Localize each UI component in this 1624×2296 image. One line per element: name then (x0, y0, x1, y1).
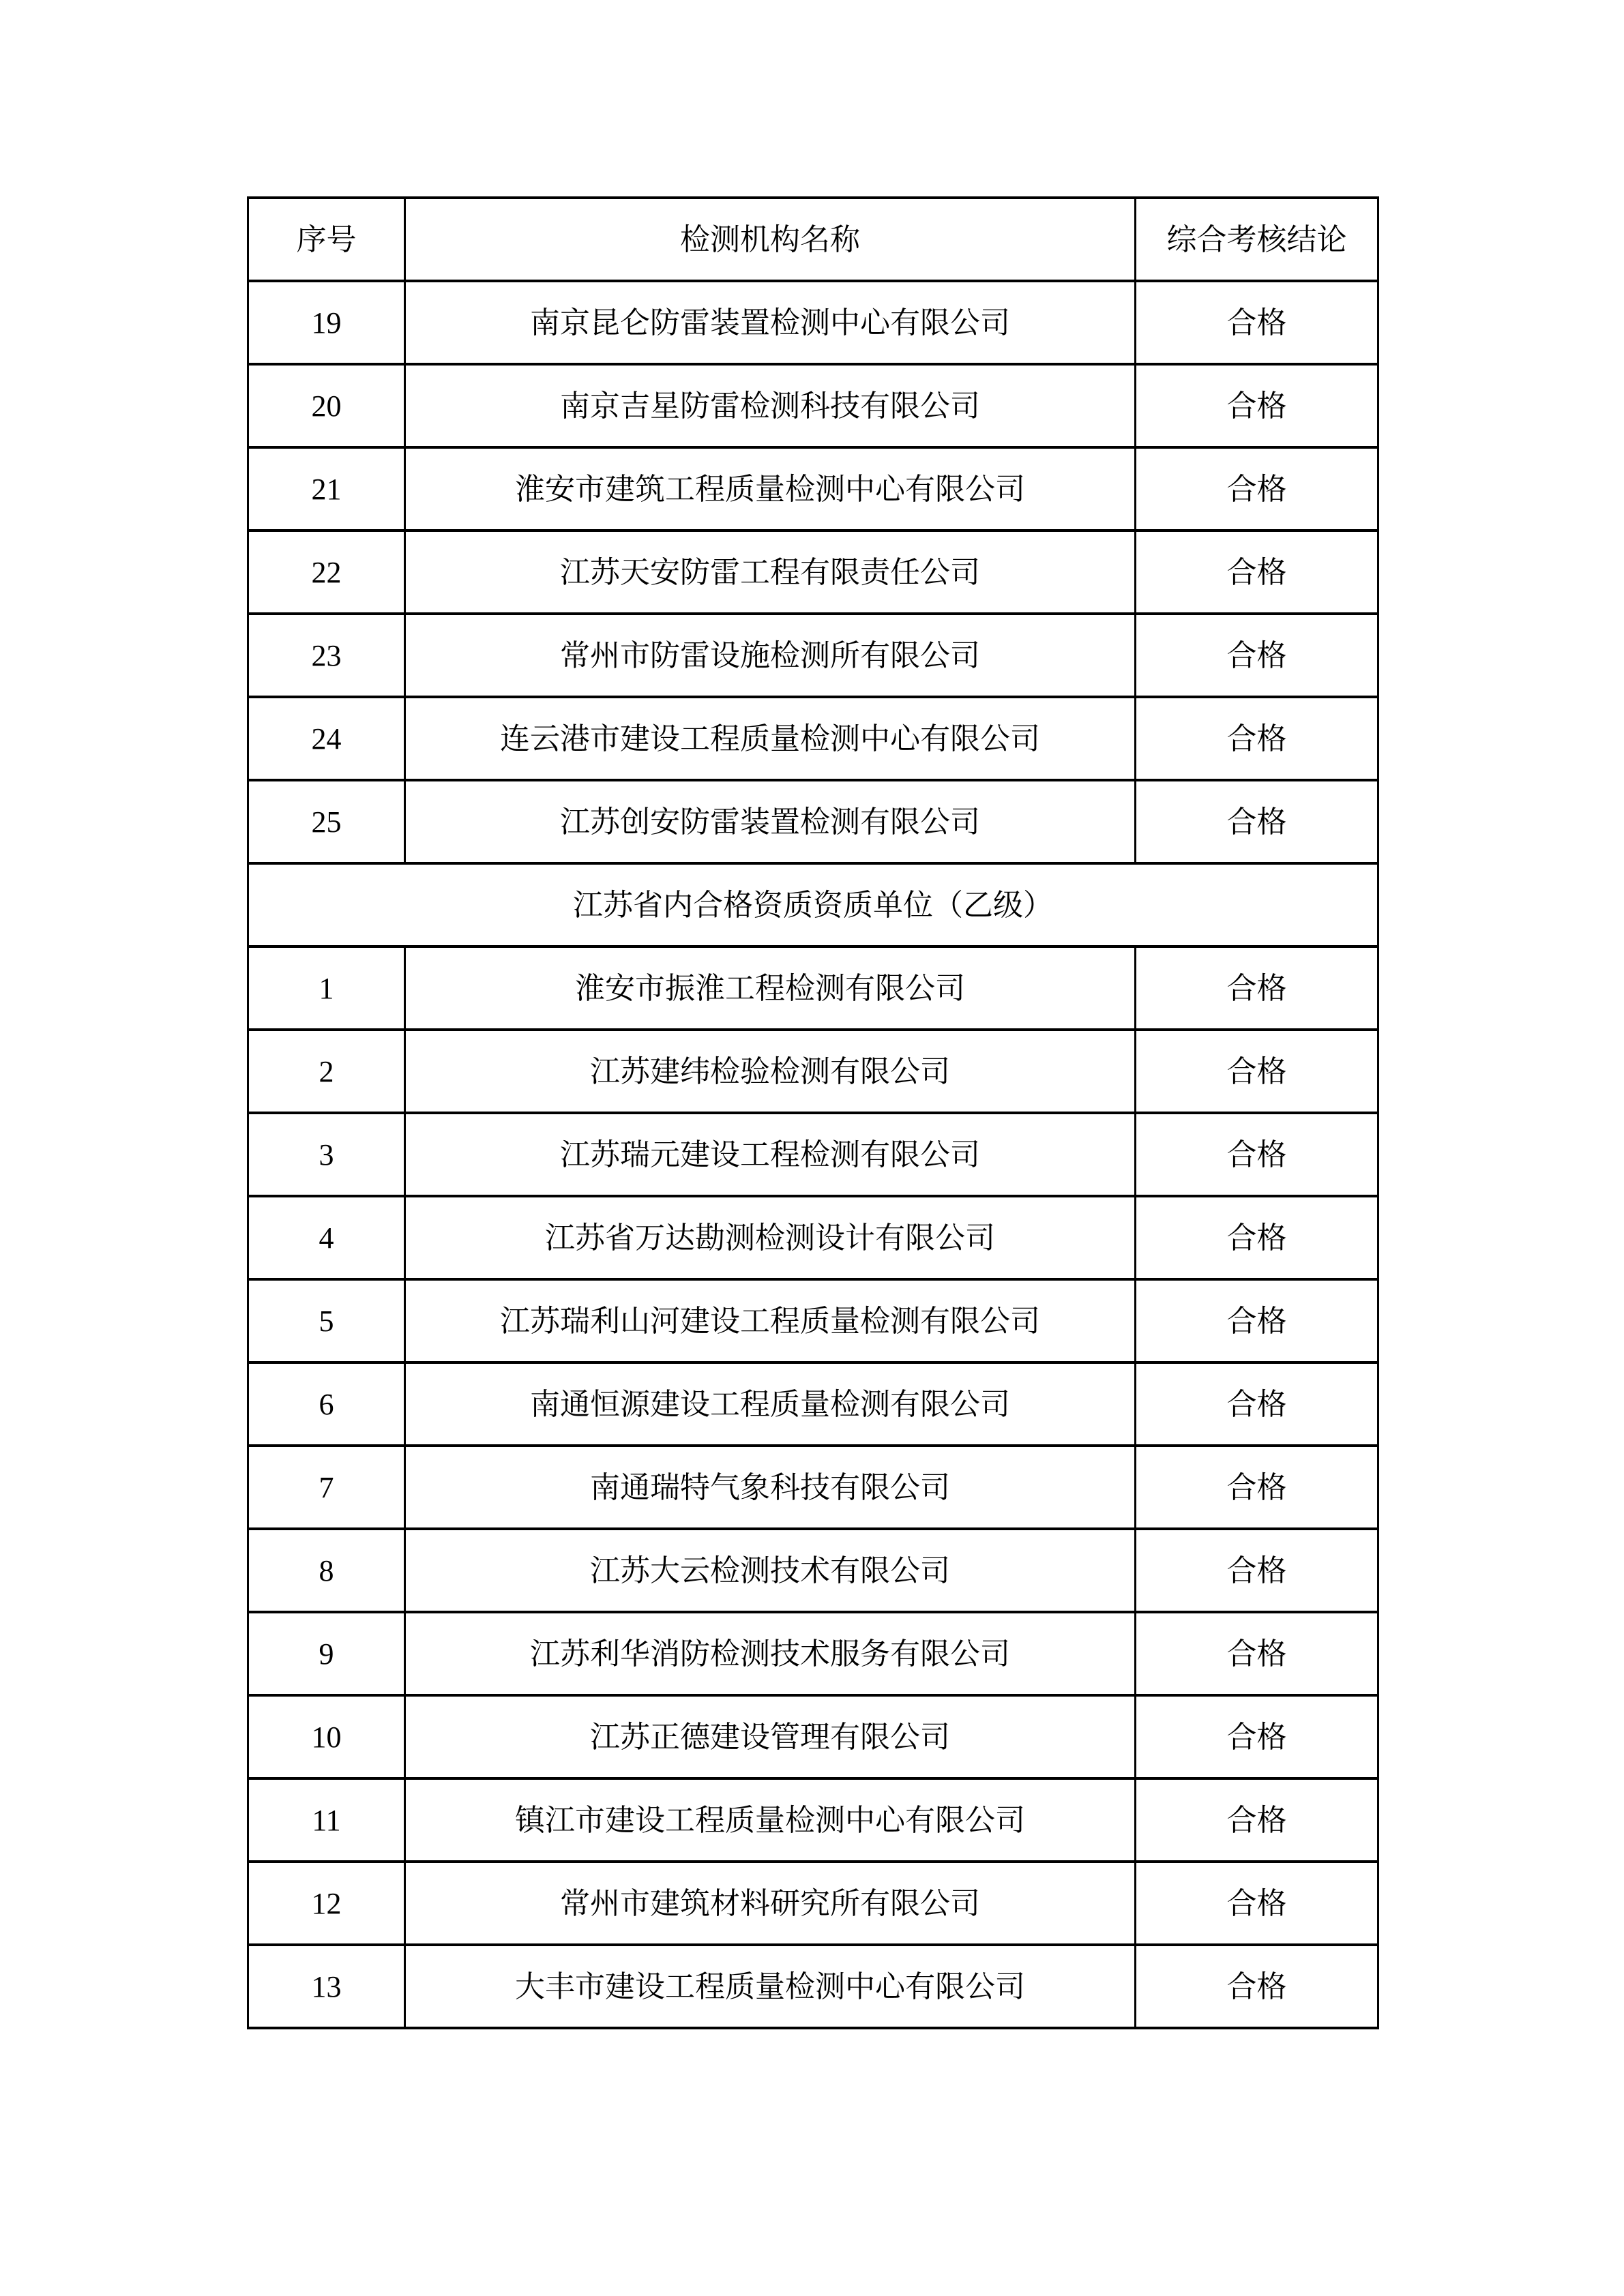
row-serial-number: 5 (248, 1279, 405, 1362)
row-serial-number: 9 (248, 1612, 405, 1695)
row-serial-number: 3 (248, 1113, 405, 1196)
table-row (248, 1279, 1378, 1362)
row-assessment-result: 合格 (1136, 447, 1378, 531)
table-row (248, 946, 1378, 1030)
row-assessment-result: 合格 (1136, 946, 1378, 1030)
row-assessment-result: 合格 (1136, 1113, 1378, 1196)
row-serial-number: 1 (248, 946, 405, 1030)
row-assessment-result: 合格 (1136, 1862, 1378, 1945)
row-assessment-result: 合格 (1136, 1695, 1378, 1778)
row-serial-number: 2 (248, 1030, 405, 1113)
row-serial-number: 8 (248, 1529, 405, 1612)
table-row (248, 1446, 1378, 1529)
row-org-name: 常州市建筑材料研究所有限公司 (405, 1862, 1136, 1945)
row-assessment-result: 合格 (1136, 364, 1378, 447)
row-assessment-result: 合格 (1136, 1362, 1378, 1446)
table-row (248, 1529, 1378, 1612)
row-assessment-result: 合格 (1136, 1446, 1378, 1529)
section-title: 江苏省内合格资质资质单位（乙级） (248, 863, 1378, 946)
row-assessment-result: 合格 (1136, 614, 1378, 697)
row-org-name: 江苏创安防雷装置检测有限公司 (405, 780, 1136, 863)
row-serial-number: 7 (248, 1446, 405, 1529)
row-serial-number: 11 (248, 1778, 405, 1862)
header-serial-number: 序号 (248, 198, 405, 281)
row-org-name: 南通恒源建设工程质量检测有限公司 (405, 1362, 1136, 1446)
row-org-name: 淮安市建筑工程质量检测中心有限公司 (405, 447, 1136, 531)
row-org-name: 南通瑞特气象科技有限公司 (405, 1446, 1136, 1529)
row-org-name: 南京吉星防雷检测科技有限公司 (405, 364, 1136, 447)
table-row (248, 364, 1378, 447)
row-org-name: 淮安市振淮工程检测有限公司 (405, 946, 1136, 1030)
row-serial-number: 22 (248, 531, 405, 614)
table-row (248, 1945, 1378, 2028)
assessment-table (247, 196, 1379, 2029)
row-serial-number: 13 (248, 1945, 405, 2028)
row-serial-number: 6 (248, 1362, 405, 1446)
row-org-name: 江苏瑞元建设工程检测有限公司 (405, 1113, 1136, 1196)
row-assessment-result: 合格 (1136, 1529, 1378, 1612)
row-assessment-result: 合格 (1136, 1279, 1378, 1362)
row-assessment-result: 合格 (1136, 531, 1378, 614)
table-row (248, 1612, 1378, 1695)
table-row (248, 1778, 1378, 1862)
row-assessment-result: 合格 (1136, 1778, 1378, 1862)
row-serial-number: 21 (248, 447, 405, 531)
row-org-name: 大丰市建设工程质量检测中心有限公司 (405, 1945, 1136, 2028)
table-row (248, 1196, 1378, 1279)
row-org-name: 江苏大云检测技术有限公司 (405, 1529, 1136, 1612)
row-assessment-result: 合格 (1136, 1030, 1378, 1113)
table-row (248, 1695, 1378, 1778)
table-row (248, 614, 1378, 697)
row-serial-number: 10 (248, 1695, 405, 1778)
row-serial-number: 4 (248, 1196, 405, 1279)
row-serial-number: 12 (248, 1862, 405, 1945)
row-org-name: 江苏省万达勘测检测设计有限公司 (405, 1196, 1136, 1279)
row-assessment-result: 合格 (1136, 1612, 1378, 1695)
row-org-name: 连云港市建设工程质量检测中心有限公司 (405, 697, 1136, 780)
row-serial-number: 19 (248, 281, 405, 364)
row-org-name: 江苏天安防雷工程有限责任公司 (405, 531, 1136, 614)
row-org-name: 江苏利华消防检测技术服务有限公司 (405, 1612, 1136, 1695)
table-row (248, 447, 1378, 531)
header-assessment-conclusion: 综合考核结论 (1136, 198, 1378, 281)
row-org-name: 南京昆仑防雷装置检测中心有限公司 (405, 281, 1136, 364)
table-row (248, 780, 1378, 863)
row-serial-number: 25 (248, 780, 405, 863)
table-row (248, 697, 1378, 780)
row-serial-number: 20 (248, 364, 405, 447)
table-row (248, 1113, 1378, 1196)
row-org-name: 江苏瑞利山河建设工程质量检测有限公司 (405, 1279, 1136, 1362)
row-assessment-result: 合格 (1136, 1196, 1378, 1279)
row-serial-number: 23 (248, 614, 405, 697)
section-header-row (248, 863, 1378, 946)
header-org-name: 检测机构名称 (405, 198, 1136, 281)
row-org-name: 江苏建纬检验检测有限公司 (405, 1030, 1136, 1113)
table-row (248, 531, 1378, 614)
row-org-name: 镇江市建设工程质量检测中心有限公司 (405, 1778, 1136, 1862)
row-assessment-result: 合格 (1136, 1945, 1378, 2028)
row-serial-number: 24 (248, 697, 405, 780)
row-assessment-result: 合格 (1136, 281, 1378, 364)
row-org-name: 常州市防雷设施检测所有限公司 (405, 614, 1136, 697)
row-assessment-result: 合格 (1136, 780, 1378, 863)
row-assessment-result: 合格 (1136, 697, 1378, 780)
table-row (248, 1362, 1378, 1446)
row-org-name: 江苏正德建设管理有限公司 (405, 1695, 1136, 1778)
table-row (248, 1862, 1378, 1945)
table-row (248, 281, 1378, 364)
table-row (248, 1030, 1378, 1113)
header-row (248, 198, 1378, 281)
